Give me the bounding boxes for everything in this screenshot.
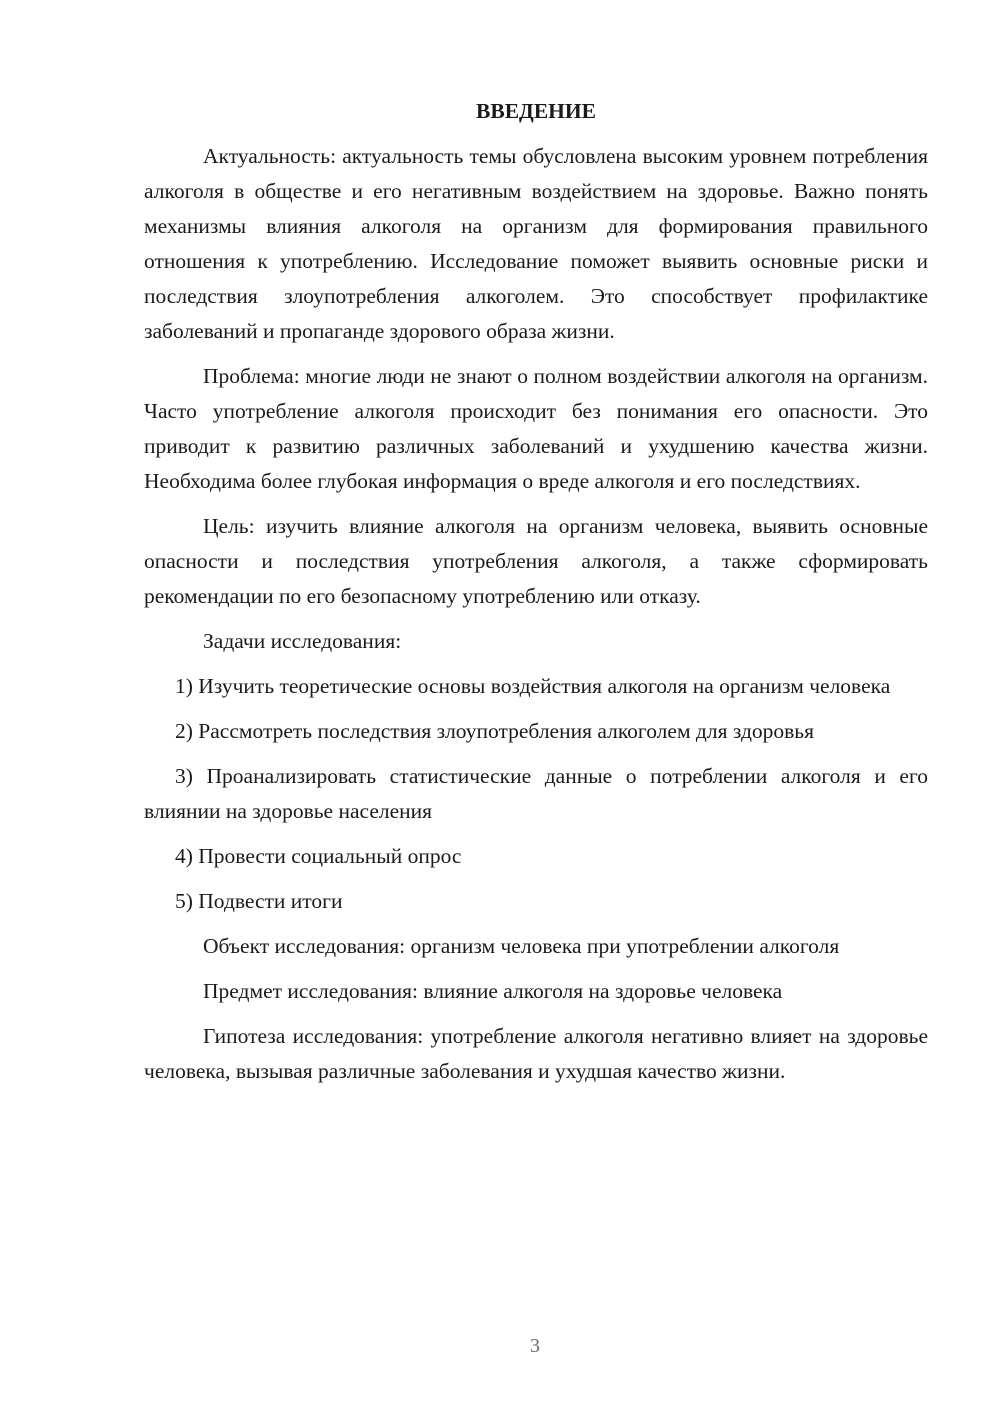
task-item: 2) Рассмотреть последствия злоупотребления алкоголем для здоровья	[175, 719, 815, 743]
task-item: 4) Провести социальный опрос	[175, 844, 462, 868]
tasks-heading: Задачи исследования:	[203, 629, 402, 653]
object-paragraph: Объект исследования: организм человека при употреблении алкоголя	[203, 934, 840, 958]
page-number: 3	[530, 1335, 540, 1357]
document-body	[144, 94, 928, 1099]
task-item: 5) Подвести итоги	[175, 889, 343, 913]
goal-paragraph: Цель: изучить влияние алкоголя на организм человека, выявить основные опасности и последствия употребления алкоголя, а также сформировать рекомендации по его безопасному употреблению или отказу.	[144, 514, 928, 608]
relevance-paragraph: Актуальность: актуальность темы обусловлена высоким уровнем потребления алкоголя в обществе и его негативным воздействием на здоровье. Важно понять механизмы влияния алкоголя на организм для формирования правильного отношения к употреблению. Исследование поможет выявить основные риски и последствия злоупотребления алкоголем. Это способствует профилактике заболеваний и пропаганде здорового образа жизни.	[144, 144, 928, 343]
section-title: ВВЕДЕНИЕ	[476, 99, 596, 123]
problem-paragraph: Проблема: многие люди не знают о полном воздействии алкоголя на организм. Часто употребление алкоголя происходит без понимания его опасности. Это приводит к развитию различных заболеваний и ухудшению качества жизни. Необходима более глубокая информация о вреде алкоголя и его последствиях.	[144, 364, 928, 493]
hypothesis-paragraph: Гипотеза исследования: употребление алкоголя негативно влияет на здоровье человека, вызывая различные заболевания и ухудшая качество жизни.	[144, 1024, 928, 1083]
subject-paragraph: Предмет исследования: влияние алкоголя на здоровье человека	[203, 979, 783, 1003]
task-item: 1) Изучить теоретические основы воздействия алкоголя на организм человека	[175, 674, 891, 698]
task-item: 3) Проанализировать статистические данные о потреблении алкоголя и его влиянии на здоровье населения	[144, 764, 928, 823]
